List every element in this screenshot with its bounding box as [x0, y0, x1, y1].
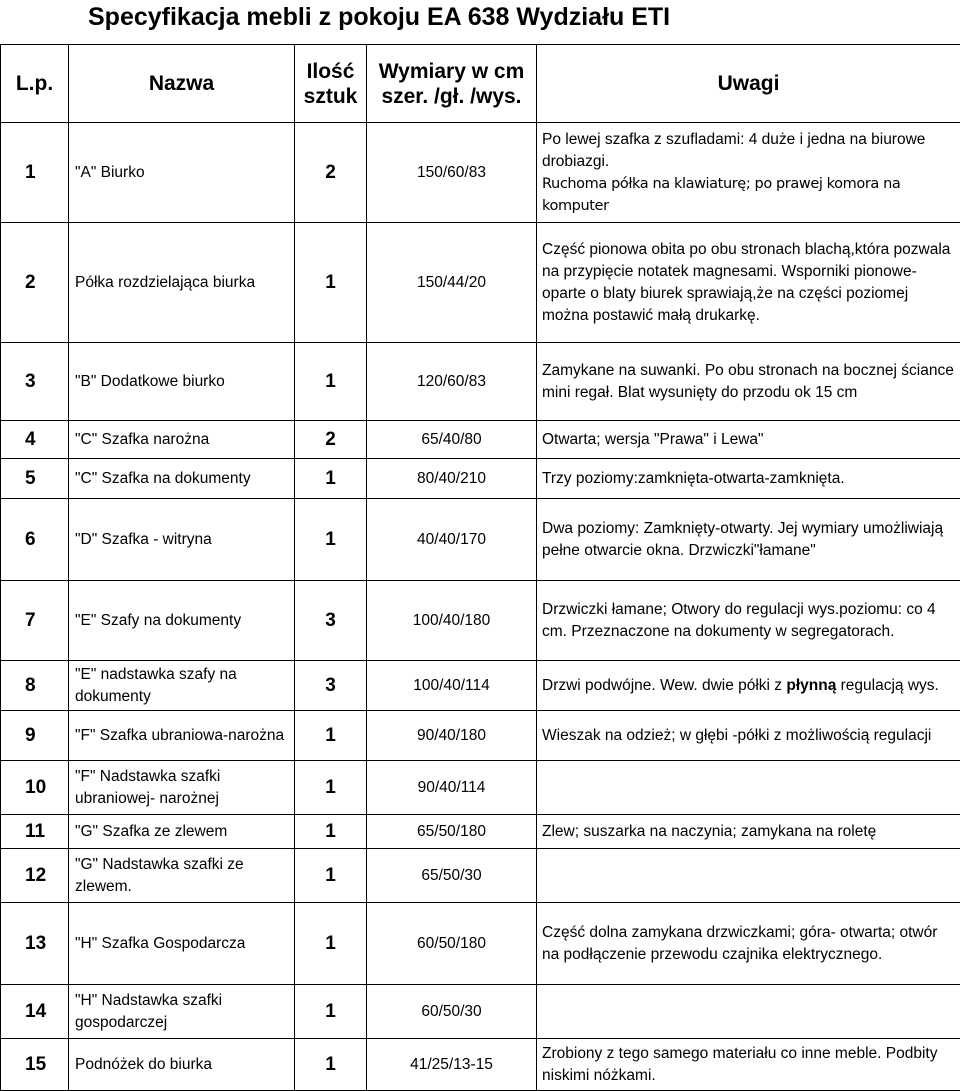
- row-dims: 40/40/170: [367, 499, 537, 581]
- row-notes: [537, 661, 960, 711]
- row-qty: 1: [295, 849, 367, 903]
- row-dims: 41/25/13-15: [367, 1039, 537, 1091]
- row-lp: 1: [1, 123, 69, 223]
- row-notes: Zrobiony z tego samego materiału co inne meble. Podbity niskimi nóżkami.: [537, 1039, 960, 1091]
- row-name: "C" Szafka narożna: [69, 421, 295, 459]
- header-lp: L.p.: [1, 45, 69, 123]
- note-text: Ruchoma półka na klawiaturę; po prawej komora na komputer: [542, 176, 900, 214]
- row-qty: 1: [295, 1039, 367, 1091]
- row-name: "H" Szafka Gospodarcza: [69, 903, 295, 985]
- row-dims: 120/60/83: [367, 343, 537, 421]
- header-dims: [367, 45, 537, 123]
- row-qty: 1: [295, 815, 367, 849]
- note-text-bold: płynną: [786, 677, 836, 694]
- row-notes: [537, 223, 960, 343]
- row-notes: Drzwiczki łamane; Otwory do regulacji wys.poziomu: co 4 cm. Przeznaczone na dokumenty w segregatorach.: [537, 581, 960, 661]
- table-row: [1, 343, 960, 421]
- row-lp: 9: [1, 711, 69, 761]
- row-name: "D" Szafka - witryna: [69, 499, 295, 581]
- row-name: "F" Nadstawka szafki ubraniowej- narożnej: [69, 761, 295, 815]
- table-row: [1, 421, 960, 459]
- row-lp: 13: [1, 903, 69, 985]
- note-text: Po lewej szafka z szufladami: 4 duże i jedna na biurowe drobiazgi.: [542, 131, 925, 170]
- row-lp: 11: [1, 815, 69, 849]
- note-text: Część pionowa obita po obu stronach blachą,która pozwala na przypięcie notatek magnesami.: [542, 241, 950, 280]
- row-name: "C" Szafka na dokumenty: [69, 459, 295, 499]
- row-notes: Część dolna zamykana drzwiczkami; góra- otwarta; otwór na podłączenie przewodu czajnika elektrycznego.: [537, 903, 960, 985]
- note-text: Drzwi podwójne. Wew. dwie półki z: [542, 677, 786, 694]
- row-name: "G" Szafka ze zlewem: [69, 815, 295, 849]
- row-lp: 8: [1, 661, 69, 711]
- row-dims: 65/40/80: [367, 421, 537, 459]
- document-title: Specyfikacja mebli z pokoju EA 638 Wydziału ETI: [88, 0, 670, 36]
- row-dims: 100/40/180: [367, 581, 537, 661]
- row-qty: 1: [295, 459, 367, 499]
- table-row: [1, 499, 960, 581]
- row-notes: Trzy poziomy:zamknięta-otwarta-zamknięta.: [537, 459, 960, 499]
- row-lp: 5: [1, 459, 69, 499]
- row-dims: 60/50/30: [367, 985, 537, 1039]
- row-lp: 12: [1, 849, 69, 903]
- header-name: Nazwa: [69, 45, 295, 123]
- row-dims: 80/40/210: [367, 459, 537, 499]
- row-dims: 65/50/30: [367, 849, 537, 903]
- row-qty: 1: [295, 223, 367, 343]
- row-name: "G" Nadstawka szafki ze zlewem.: [69, 849, 295, 903]
- row-dims: 150/44/20: [367, 223, 537, 343]
- row-name: Podnóżek do biurka: [69, 1039, 295, 1091]
- row-dims: 65/50/180: [367, 815, 537, 849]
- row-qty: 1: [295, 499, 367, 581]
- row-notes: Zlew; suszarka na naczynia; zamykana na roletę: [537, 815, 960, 849]
- table-row: [1, 1039, 960, 1091]
- row-name: "H" Nadstawka szafki gospodarczej: [69, 985, 295, 1039]
- row-name: "F" Szafka ubraniowa-narożna: [69, 711, 295, 761]
- row-lp: 3: [1, 343, 69, 421]
- row-name: Półka rozdzielająca biurka: [69, 223, 295, 343]
- note-text: Wsporniki pionowe-oparte o blaty biurek sprawiają,że na części poziomej można postawić małą drukarkę.: [542, 263, 917, 324]
- row-qty: 1: [295, 343, 367, 421]
- row-qty: 1: [295, 711, 367, 761]
- table-row: [1, 849, 960, 903]
- row-lp: 7: [1, 581, 69, 661]
- row-notes: [537, 761, 960, 815]
- row-name: "B" Dodatkowe biurko: [69, 343, 295, 421]
- table-row: [1, 581, 960, 661]
- header-dims-line2: szer. /gł. /wys.: [381, 85, 521, 108]
- table-row: [1, 661, 960, 711]
- row-dims: 60/50/180: [367, 903, 537, 985]
- row-qty: 2: [295, 123, 367, 223]
- header-qty-line2: sztuk: [304, 85, 358, 108]
- row-lp: 15: [1, 1039, 69, 1091]
- row-qty: 1: [295, 985, 367, 1039]
- row-notes: [537, 985, 960, 1039]
- row-notes: Zamykane na suwanki. Po obu stronach na bocznej ściance mini regał. Blat wysunięty do przodu ok 15 cm: [537, 343, 960, 421]
- row-lp: 10: [1, 761, 69, 815]
- row-notes: Wieszak na odzież; w głębi -półki z możliwością regulacji: [537, 711, 960, 761]
- row-notes: [537, 123, 960, 223]
- row-name: "E" nadstawka szafy na dokumenty: [69, 661, 295, 711]
- row-qty: 2: [295, 421, 367, 459]
- row-dims: 100/40/114: [367, 661, 537, 711]
- table-row: [1, 815, 960, 849]
- row-name: "A" Biurko: [69, 123, 295, 223]
- row-qty: 3: [295, 581, 367, 661]
- row-notes: [537, 849, 960, 903]
- row-lp: 2: [1, 223, 69, 343]
- row-name: "E" Szafy na dokumenty: [69, 581, 295, 661]
- row-lp: 14: [1, 985, 69, 1039]
- table-row: [1, 985, 960, 1039]
- table-row: [1, 903, 960, 985]
- row-lp: 6: [1, 499, 69, 581]
- table-row: [1, 223, 960, 343]
- header-notes: Uwagi: [537, 45, 960, 123]
- note-text: regulacją wys.: [836, 677, 939, 694]
- row-qty: 1: [295, 761, 367, 815]
- header-qty-line1: Ilość: [307, 60, 355, 83]
- furniture-spec-table: [0, 44, 960, 1091]
- row-qty: 3: [295, 661, 367, 711]
- table-row: [1, 711, 960, 761]
- header-row: [1, 45, 960, 123]
- table-row: [1, 761, 960, 815]
- table-row: [1, 459, 960, 499]
- row-dims: 150/60/83: [367, 123, 537, 223]
- row-dims: 90/40/180: [367, 711, 537, 761]
- row-dims: 90/40/114: [367, 761, 537, 815]
- row-lp: 4: [1, 421, 69, 459]
- header-qty: [295, 45, 367, 123]
- table-row: [1, 123, 960, 223]
- header-dims-line1: Wymiary w cm: [379, 60, 525, 83]
- row-qty: 1: [295, 903, 367, 985]
- row-notes: Otwarta; wersja "Prawa" i Lewa": [537, 421, 960, 459]
- row-notes: Dwa poziomy: Zamknięty-otwarty. Jej wymiary umożliwiają pełne otwarcie okna. Drzwiczki"łamane": [537, 499, 960, 581]
